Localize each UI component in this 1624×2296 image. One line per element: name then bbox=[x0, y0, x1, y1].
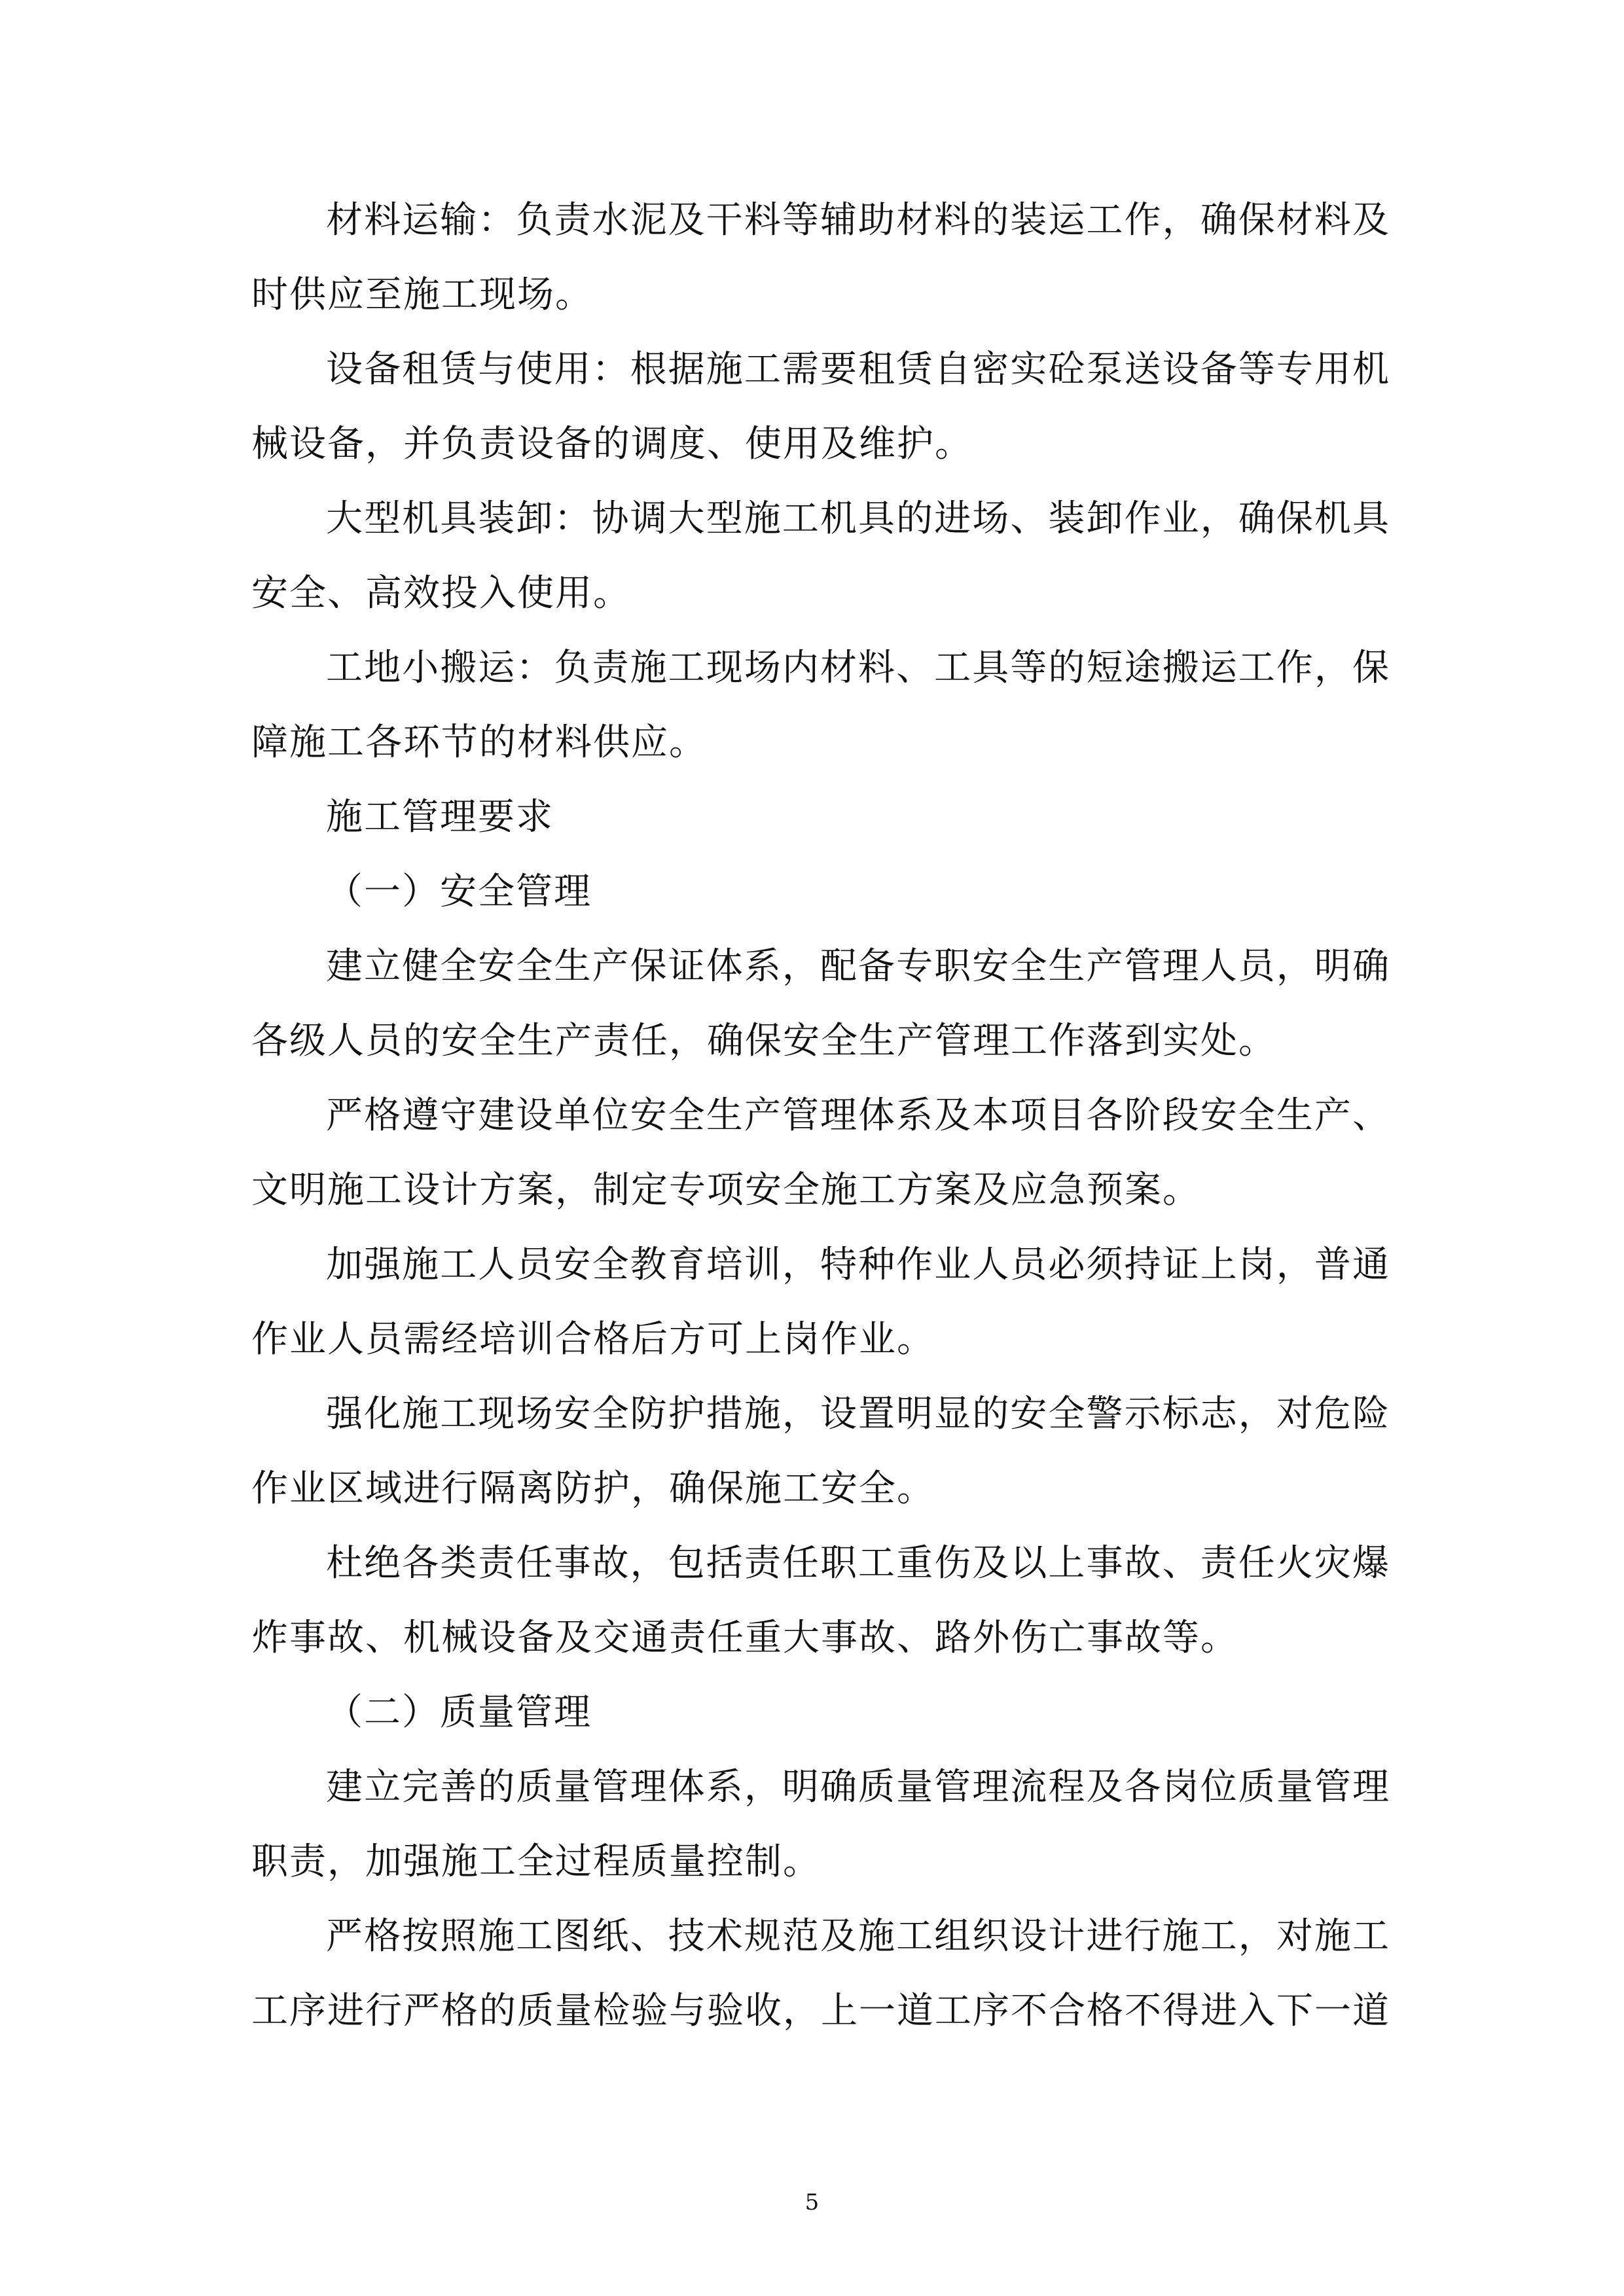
paragraph-equipment-rental: 设备租赁与使用：根据施工需要租赁自密实砼泵送设备等专用机械设备，并负责设备的调度、使用及维护。 bbox=[251, 348, 1390, 465]
paragraph-machinery-loading: 大型机具装卸：协调大型施工机具的进场、装卸作业，确保机具安全、高效投入使用。 bbox=[251, 497, 1390, 615]
safety-paragraph: 强化施工现场安全防护措施，设置明显的安全警示标志，对危险作业区域进行隔离防护，确保施工安全。 bbox=[251, 1393, 1390, 1510]
paragraph-site-handling: 工地小搬运：负责施工现场内材料、工具等的短途搬运工作，保障施工各环节的材料供应。 bbox=[251, 647, 1390, 764]
page-number: 5 bbox=[804, 2189, 820, 2215]
quality-paragraph: 严格按照施工图纸、技术规范及施工组织设计进行施工，对施工工序进行严格的质量检验与验收，上一道工序不合格不得进入下一道 bbox=[251, 1915, 1390, 2032]
safety-paragraph: 建立健全安全生产保证体系，配备专职安全生产管理人员，明确各级人员的安全生产责任，确保安全生产管理工作落到实处。 bbox=[251, 945, 1390, 1062]
section-heading: 施工管理要求 bbox=[326, 796, 554, 838]
paragraph-material-transport: 材料运输：负责水泥及干料等辅助材料的装运工作，确保材料及时供应至施工现场。 bbox=[251, 199, 1390, 316]
safety-paragraph: 严格遵守建设单位安全生产管理体系及本项目各阶段安全生产、文明施工设计方案，制定专项安全施工方案及应急预案。 bbox=[251, 1094, 1390, 1211]
quality-heading: （二）质量管理 bbox=[326, 1691, 592, 1734]
page-content bbox=[251, 183, 1390, 2049]
quality-paragraph: 建立完善的质量管理体系，明确质量管理流程及各岗位质量管理职责，加强施工全过程质量控制。 bbox=[251, 1766, 1390, 1883]
safety-paragraph: 加强施工人员安全教育培训，特种作业人员必须持证上岗，普通作业人员需经培训合格后方可上岗作业。 bbox=[251, 1244, 1390, 1361]
safety-heading: （一）安全管理 bbox=[326, 870, 592, 913]
safety-paragraph: 杜绝各类责任事故，包括责任职工重伤及以上事故、责任火灾爆炸事故、机械设备及交通责任重大事故、路外伤亡事故等。 bbox=[251, 1542, 1390, 1659]
